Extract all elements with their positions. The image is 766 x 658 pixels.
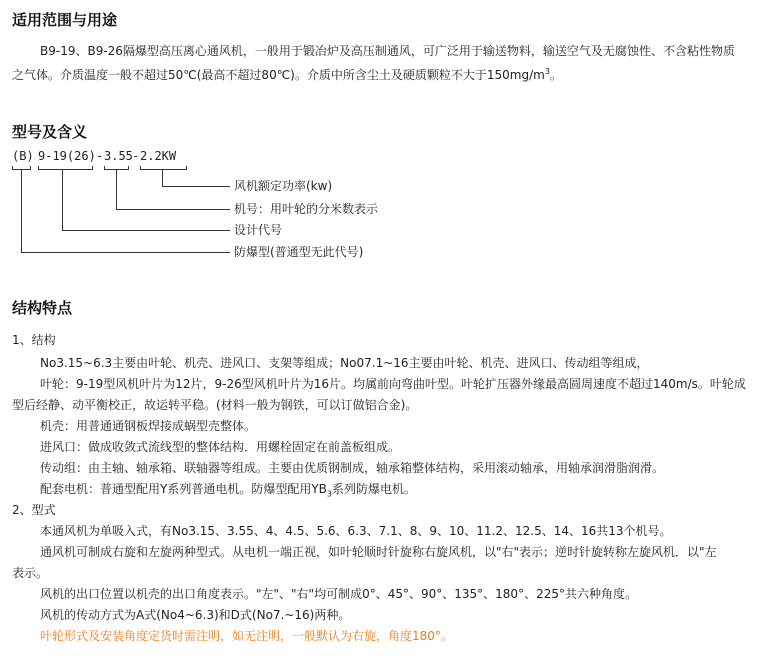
model-code-series: 9-19(26) <box>38 149 96 163</box>
type-line-outlet-angle: 风机的出口位置以机壳的出口角度表示。"左"、"右"均可制成0°、45°、90°、135°、180°、225°共六种角度。 <box>40 587 637 601</box>
structure-line-impeller: 叶轮：9-19型风机叶片为12片，9-26型风机叶片为16片。均属前向弯曲叶型。叶轮扩压器外缘最高圆周速度不超过140m/s。叶轮成 <box>40 377 746 391</box>
leader-machine-number <box>117 170 231 210</box>
type-line-rotation-cont: 表示。 <box>12 566 49 580</box>
leader-design-code <box>63 170 231 231</box>
bracket-machine-number <box>105 166 129 170</box>
label-rated-power: 风机额定功率(kw) <box>234 179 333 193</box>
leader-power <box>163 170 231 187</box>
item-heading-structure: 1、结构 <box>12 333 56 347</box>
structure-line-casing: 机壳：用普通通钢板焊接成蜗型壳整体。 <box>40 419 257 433</box>
model-code-prefix: (B) <box>12 149 34 163</box>
structure-line-transmission: 传动组：由主轴、轴承箱、联轴器等组成。主要由优质钢制成，轴承箱整体结构，采用滚动轴承，用轴承润滑脂润滑。 <box>40 461 665 475</box>
label-machine-number: 机号：用叶轮的分米数表示 <box>234 202 379 216</box>
type-line-models: 本通风机为单吸入式，有No3.15、3.55、4、4.5、5.6、6.3、7.1、8、9、10、11.2、12.5、14、16共13个机号。 <box>40 524 672 538</box>
model-code-dash-2: - <box>132 149 140 163</box>
label-design-code: 设计代号 <box>234 223 283 237</box>
item-heading-type: 2、型式 <box>12 503 56 517</box>
section-title-structure: 结构特点 <box>12 299 73 317</box>
label-explosion-proof: 防爆型(普通型无此代号) <box>234 245 364 259</box>
type-line-drive-mode: 风机的传动方式为A式(No4~6.3)和D式(No7.~16)两种。 <box>40 608 351 622</box>
structure-line-composition: No3.15~6.3主要由叶轮、机壳、进风口、支架等组成；No07.1~16主要由叶轮、机壳、进风口、传动组等组成， <box>40 356 649 370</box>
type-line-rotation: 通风机可制成右旋和左旋两种型式。从电机一端正视，如叶轮顺时针旋称右旋风机，以"右"表示；逆时针旋转称左旋风机．以"左 <box>40 545 717 559</box>
section-title-model: 型号及含义 <box>12 123 88 141</box>
model-code-power: 2.2KW <box>140 149 177 163</box>
structure-line-inlet: 进风口：做成收敛式流线型的整体结构．用螺栓固定在前盖板组成。 <box>40 440 401 454</box>
model-diagram-lines <box>0 0 766 260</box>
model-code-dash-1: - <box>96 149 104 163</box>
scope-text-line-2: 之气体。介质温度一般不超过50℃(最高不超过80℃)。介质中所含尘土及硬质颗粒不大于$150mg/m^3$。 <box>12 67 562 82</box>
model-code-machine-number: 3.55 <box>104 149 133 163</box>
section-title-scope: 适用范围与用途 <box>12 11 118 29</box>
structure-line-motor: 配套电机：普通型配用Y系列普通电机。防爆型配用$YB_3$系列防爆电机。 <box>40 482 417 499</box>
bracket-power <box>141 166 187 170</box>
leader-explosion-proof <box>22 170 231 253</box>
order-notice: 叶轮形式及安装角度定货时需注明，如无注明，一般默认为右旋，角度180°。 <box>40 629 453 643</box>
structure-line-impeller-cont: 型后经静、动平衡校正，故运转平稳。(材料一般为钢铁，可以订做铝合金)。 <box>12 398 418 412</box>
bracket-series <box>39 166 93 170</box>
scope-text-line-1: B9-19、B9-26隔爆型高压离心通风机，一般用于锻冶炉及高压制通风，可广泛用于输送物料，输送空气及无腐蚀性、不含粘性物质 <box>40 44 735 58</box>
bracket-prefix <box>13 166 31 170</box>
